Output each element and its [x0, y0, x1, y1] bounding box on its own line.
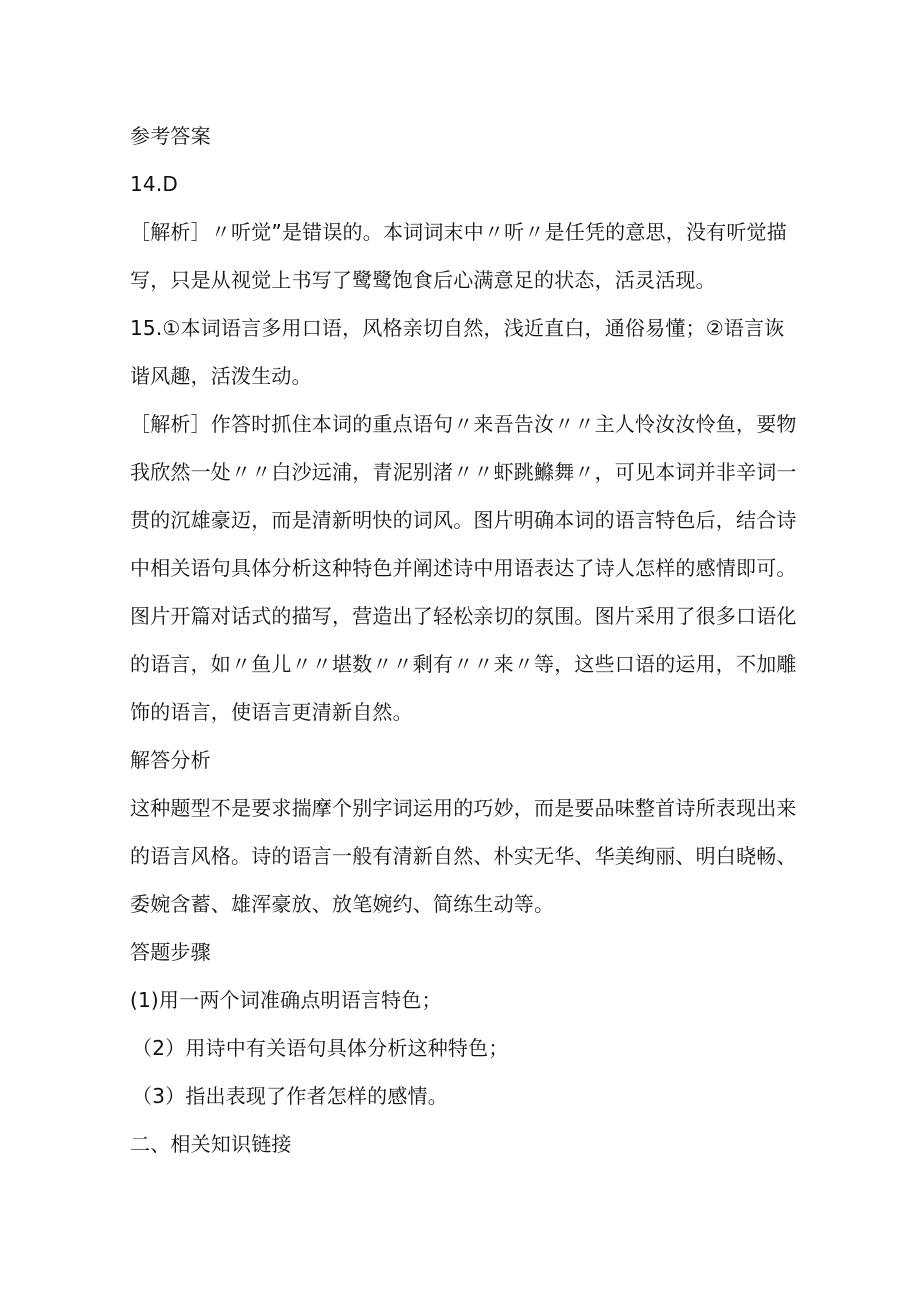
answer-analysis-line-2: 的语言风格。诗的语言一般有清新自然、朴实无华、华美绚丽、明白晓畅、	[130, 844, 797, 868]
answer-14: 14.D	[130, 172, 179, 196]
step-3: （3）指出表现了作者怎样的感情。	[132, 1084, 448, 1108]
document-page	[130, 112, 795, 1168]
section-heading-related-knowledge: 二、相关知识链接	[130, 1132, 292, 1156]
answer-analysis-line-3: 委婉含蓄、雄浑豪放、放笔婉约、简练生动等。	[130, 892, 555, 916]
section-heading-answer-analysis: 解答分析	[130, 748, 211, 772]
analysis-15-line-4: 中相关语句具体分析这种特色并阐述诗中用语表达了诗人怎样的感情即可。	[130, 556, 797, 580]
section-heading-reference-answer: 参考答案	[130, 124, 211, 148]
analysis-15-line-2: 我欣然一处〃〃白沙远浦，青泥别渚〃〃虾跳鰷舞〃，可见本词并非辛词一	[130, 460, 797, 484]
analysis-15-line-6: 的语言，如〃鱼儿〃〃堪数〃〃剩有〃〃来〃等，这些口语的运用，不加雕	[130, 652, 797, 676]
answer-15-line-2: 谐风趣，活泼生动。	[130, 364, 312, 388]
answer-analysis-line-1: 这种题型不是要求揣摩个别字词运用的巧妙，而是要品味整首诗所表现出来	[130, 796, 797, 820]
analysis-15-line-5: 图片开篇对话式的描写，营造出了轻松亲切的氛围。图片采用了很多口语化	[130, 604, 797, 628]
analysis-15-line-7: 饰的语言，使语言更清新自然。	[130, 700, 413, 724]
answer-15-line-1: 15.①本词语言多用口语，风格亲切自然，浅近直白，通俗易懂；②语言诙	[130, 316, 785, 340]
analysis-15-line-1: ［解析］作答时抓住本词的重点语句〃来吾告汝〃〃主人怜汝汝怜鱼，要物	[130, 412, 797, 436]
step-2: （2）用诗中有关语句具体分析这种特色；	[132, 1036, 509, 1060]
analysis-14-line-1: ［解析］〃听觉”是错误的。本词词末中〃听〃是任凭的意思，没有听觉描	[130, 220, 787, 244]
analysis-14-line-2: 写，只是从视觉上书写了鹭鹭饱食后心满意足的状态，活灵活现。	[130, 268, 716, 292]
analysis-15-line-3: 贯的沉雄豪迈，而是清新明快的词风。图片明确本词的语言特色后，结合诗	[130, 508, 797, 532]
step-1: (1)用一两个词准确点明语言特色；	[130, 988, 442, 1012]
section-heading-answer-steps: 答题步骤	[130, 940, 211, 964]
